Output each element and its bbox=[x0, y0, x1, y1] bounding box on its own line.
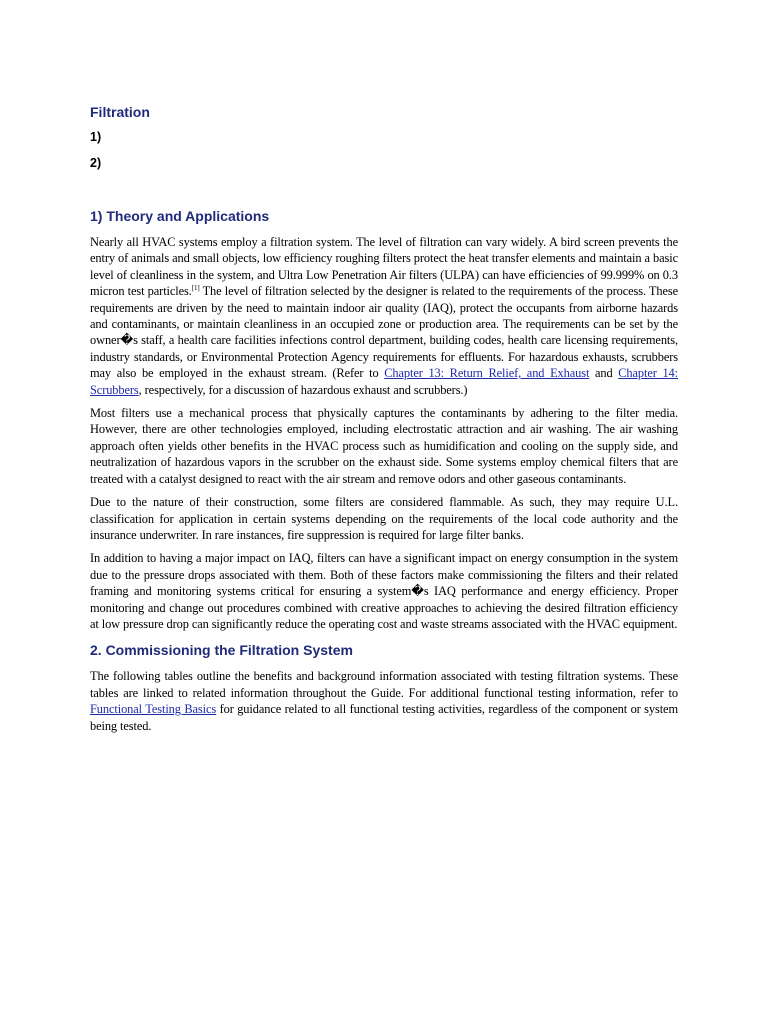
paragraph-text: The following tables outline the benefits and background information associated with testing filtration systems. These tables are linked to related information throughout the Guide. For additional functional testing information, refer to bbox=[90, 669, 678, 700]
section-1-paragraph-3: Due to the nature of their construction, some filters are considered flammable. As such, they may require U.L. classification for application in certain systems depending on the requirements of the local code authority and the insurance underwriter. In rare instances, fire suppression is required for large filter banks. bbox=[90, 495, 678, 542]
section-2-paragraph-1 bbox=[90, 668, 678, 734]
footnote-ref[interactable]: [1] bbox=[191, 284, 200, 293]
paragraph-text: for guidance related to all functional testing activities, regardless of the component or system being tested. bbox=[90, 702, 678, 733]
section-2-heading: 2. Commissioning the Filtration System bbox=[90, 642, 353, 659]
paragraph-text: , respectively, for a discussion of hazardous exhaust and scrubbers.) bbox=[138, 382, 468, 397]
section-1-heading: 1) Theory and Applications bbox=[90, 208, 270, 224]
section-1-paragraph-4: In addition to having a major impact on IAQ, filters can have a significant impact on energy consumption in the system due to the pressure drops associated with them. Both of these factors make commissioning the filters and their related framing and monitoring systems critical for ensuring a system�s IAQ performance and energy efficiency. Proper monitoring and change out procedures combined with creative approaches to achieving the desired filtration efficiency at low pressure drop can significantly reduce the operating cost and waste streams associated with the HVAC equipment. bbox=[90, 551, 678, 631]
toc-item-2[interactable]: 2) bbox=[90, 156, 102, 170]
section-1-paragraph-1 bbox=[90, 234, 678, 398]
section-1-paragraph-2: Most filters use a mechanical process that physically captures the contaminants by adhering to the filter media. However, there are other technologies employed, including electrostatic attraction and air washing. The air washing approach often yields other benefits in the HVAC process such as humidification and cooling on the supply side, and neutralization of hazardous vapors in the scrubber on the exhaust side. Some systems employ chemical filters that are treated with a catalyst designed to react with the air stream and remove odors and other gaseous contaminants. bbox=[90, 406, 678, 486]
paragraph-text: The level of filtration selected by the designer is related to the requirements of the process. These requirements are driven by the need to maintain indoor air quality (IAQ), protect the occupants from airborne hazards and contaminants, or maintain cleanliness in an occupied zone or production area. The requirements can be set by the owner�s staff, a health care facilities infections control department, building codes, health care licensing requirements, industry standards, or Environmental Protection Agency requirements for effluents. For hazardous exhausts, scrubbers may also be employed in the exhaust stream. (Refer to bbox=[90, 284, 678, 381]
paragraph-text: and bbox=[589, 366, 619, 381]
chapter-13-link[interactable]: Chapter 13: Return Relief, and Exhaust bbox=[384, 366, 590, 381]
page-title: Filtration bbox=[90, 104, 150, 120]
functional-testing-basics-link[interactable]: Functional Testing Basics bbox=[90, 702, 217, 717]
paragraph-text: Nearly all HVAC systems employ a filtration system. The level of filtration can vary widely. A bird screen prevents the entry of animals and small objects, low efficiency roughing filters protect the heat transfer elements and maintain a basic level of cleanliness in the system, and Ultra Low Penetration Air filters (ULPA) can have efficiencies of 99.999% on 0.3 micron test particles. bbox=[90, 235, 678, 299]
chapter-14-link[interactable]: Chapter 14: Scrubbers bbox=[90, 366, 678, 397]
toc-item-1[interactable]: 1) bbox=[90, 130, 102, 144]
